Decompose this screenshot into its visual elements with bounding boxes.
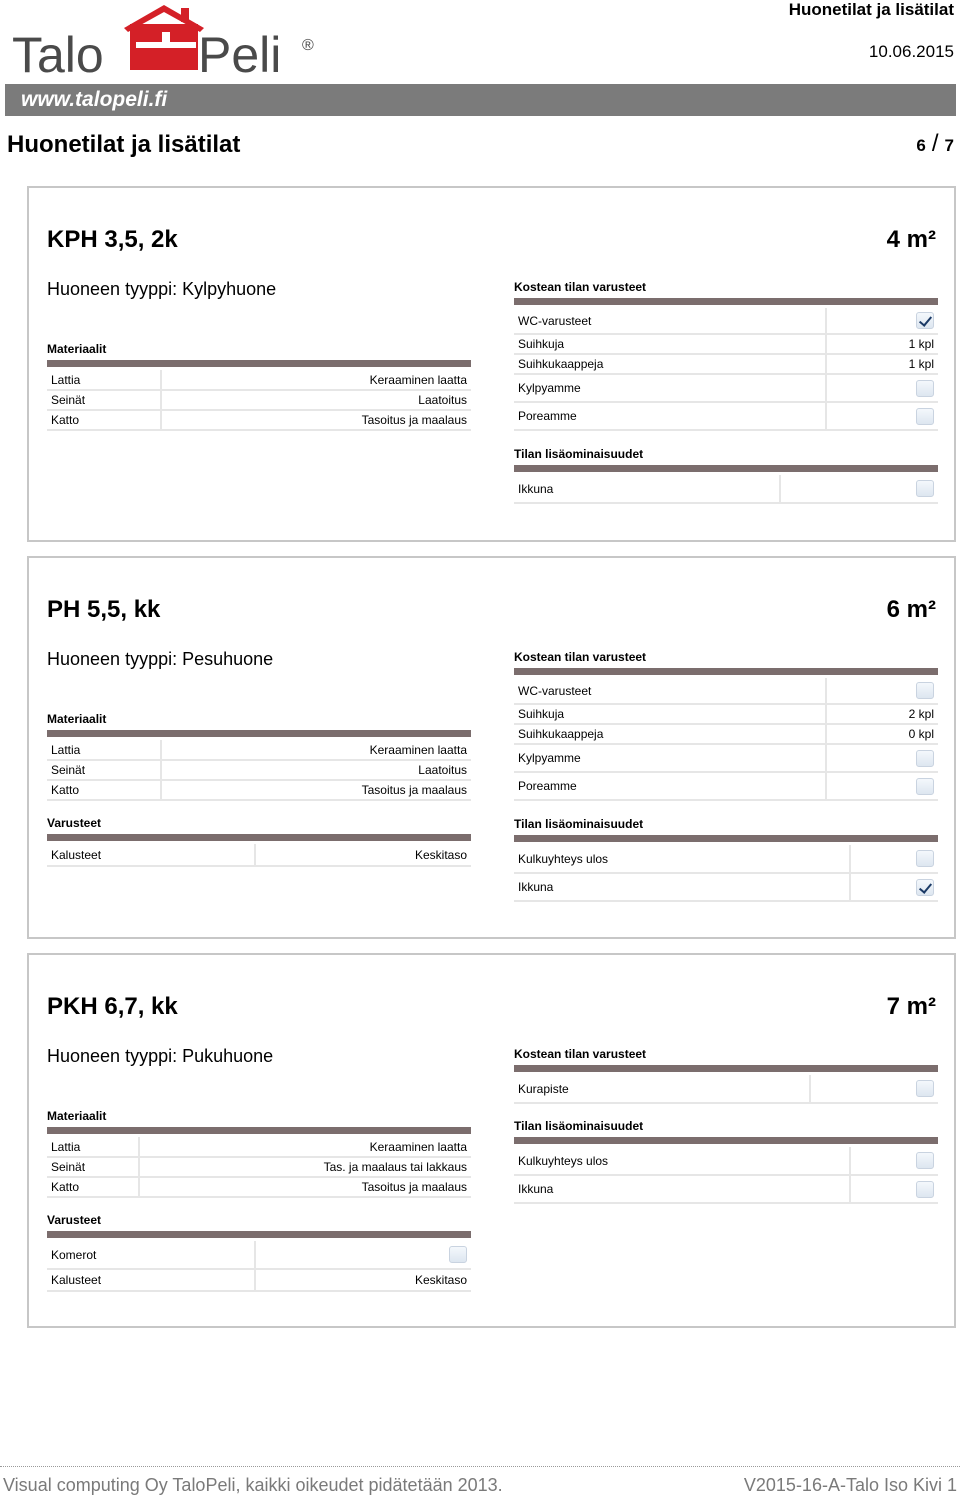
- equipment-count: 2 kpl: [826, 704, 938, 724]
- table-row: [47, 1157, 471, 1177]
- material-label: Seinät: [47, 760, 161, 780]
- table-row: [47, 390, 471, 410]
- equipment-label: Suihkuja: [514, 704, 826, 724]
- table-row: [514, 374, 938, 402]
- extra-features-table: [514, 475, 938, 504]
- section-bar: [514, 1137, 938, 1144]
- room-type: Huoneen tyyppi: Kylpyhuone: [47, 279, 277, 299]
- table-row: [514, 334, 938, 354]
- section-title: Tilan lisäominaisuudet: [514, 1119, 644, 1133]
- logo-text-talo: Talo: [12, 27, 104, 82]
- checkbox[interactable]: [916, 480, 934, 497]
- wet-room-equipment-section: [514, 1047, 938, 1104]
- material-label: Seinät: [47, 1157, 139, 1177]
- materials-section: [47, 712, 471, 801]
- table-row: [47, 370, 471, 390]
- section-title: Tilan lisäominaisuudet: [514, 447, 644, 461]
- section-bar: [514, 835, 938, 842]
- material-value: Tasoitus ja maalaus: [161, 410, 471, 430]
- material-label: Katto: [47, 410, 161, 430]
- table-row: [47, 780, 471, 800]
- room-area: 7 m²: [886, 993, 936, 1020]
- checkbox-checked[interactable]: [916, 879, 934, 896]
- wet-room-equipment-section: [514, 650, 938, 801]
- talopeli-logo[interactable]: [10, 2, 330, 82]
- material-label: Katto: [47, 1177, 139, 1197]
- page-title: Huonetilat ja lisätilat: [7, 131, 241, 158]
- table-row: [514, 704, 938, 724]
- checkbox[interactable]: [916, 408, 934, 425]
- equipment-table: [47, 844, 471, 867]
- table-row: [514, 744, 938, 772]
- section-bar: [47, 1127, 471, 1134]
- materials-table: [47, 740, 471, 801]
- checkbox[interactable]: [916, 850, 934, 867]
- table-row: [514, 1147, 938, 1175]
- room-area: 4 m²: [886, 226, 936, 253]
- material-label: Lattia: [47, 370, 161, 390]
- section-bar: [47, 730, 471, 737]
- logo-registered: ®: [302, 37, 314, 54]
- room-type: Huoneen tyyppi: Pesuhuone: [47, 649, 274, 669]
- section-title: Tilan lisäominaisuudet: [514, 817, 644, 831]
- table-row: [514, 354, 938, 374]
- equipment-section: [47, 1213, 471, 1292]
- section-title: Kostean tilan varusteet: [514, 1047, 647, 1061]
- room-area: 6 m²: [886, 596, 936, 623]
- equipment-value: Keskitaso: [255, 844, 471, 866]
- table-row: [47, 1241, 471, 1269]
- logo-graphic: [10, 2, 330, 82]
- wet-equipment-table: [514, 1075, 938, 1104]
- equipment-label: Poreamme: [514, 772, 826, 800]
- page-current: 6: [916, 136, 926, 155]
- wet-room-equipment-section: [514, 280, 938, 431]
- section-title: Materiaalit: [47, 342, 107, 356]
- extra-features-table: [514, 1147, 938, 1204]
- equipment-count: 1 kpl: [826, 334, 938, 354]
- equipment-label: Komerot: [47, 1241, 255, 1269]
- section-bar: [47, 360, 471, 367]
- equipment-count: 0 kpl: [826, 724, 938, 744]
- feature-label: Kulkuyhteys ulos: [514, 1147, 850, 1175]
- extra-features-section: [514, 1119, 938, 1204]
- table-row: [514, 845, 938, 873]
- section-title: Varusteet: [47, 1213, 102, 1227]
- room-name: PH 5,5, kk: [47, 596, 161, 623]
- section-bar: [47, 834, 471, 841]
- table-row: [514, 724, 938, 744]
- material-value: Laatoitus: [161, 760, 471, 780]
- materials-table: [47, 1137, 471, 1198]
- equipment-label: Suihkukaappeja: [514, 724, 826, 744]
- room-type: Huoneen tyyppi: Pukuhuone: [47, 1046, 274, 1066]
- table-row: [47, 410, 471, 430]
- table-row: [514, 678, 938, 704]
- page-total: 7: [944, 136, 954, 155]
- table-row: [514, 402, 938, 430]
- table-row: [47, 844, 471, 866]
- equipment-section: [47, 816, 471, 867]
- checkbox[interactable]: [916, 1181, 934, 1198]
- url-bar: [5, 84, 956, 116]
- wet-equipment-table: [514, 308, 938, 431]
- material-value: Keraaminen laatta: [161, 740, 471, 760]
- room-card: [27, 556, 956, 939]
- material-label: Lattia: [47, 740, 161, 760]
- materials-table: [47, 370, 471, 431]
- equipment-label: Kurapiste: [514, 1075, 810, 1103]
- material-label: Katto: [47, 780, 161, 800]
- table-row: [514, 1075, 938, 1103]
- section-bar: [514, 668, 938, 675]
- checkbox[interactable]: [916, 1152, 934, 1169]
- equipment-label: WC-varusteet: [514, 308, 826, 334]
- equipment-label: Kylpyamme: [514, 374, 826, 402]
- checkbox[interactable]: [916, 682, 934, 699]
- section-title: Materiaalit: [47, 1109, 107, 1123]
- material-value: Laatoitus: [161, 390, 471, 410]
- room-card: [27, 953, 956, 1328]
- equipment-label: Kalusteet: [47, 1269, 255, 1291]
- feature-label: Ikkuna: [514, 1175, 850, 1203]
- section-title: Kostean tilan varusteet: [514, 650, 647, 664]
- equipment-label: Kalusteet: [47, 844, 255, 866]
- page-number: [916, 132, 954, 156]
- document-date: 10.06.2015: [868, 42, 954, 61]
- room-name: PKH 6,7, kk: [47, 993, 178, 1020]
- document-title: Huonetilat ja lisätilat: [788, 0, 954, 19]
- footer-divider: [0, 1466, 960, 1467]
- material-value: Tasoitus ja maalaus: [139, 1177, 471, 1197]
- logo-text-peli: Peli: [198, 27, 282, 82]
- section-title: Varusteet: [47, 816, 102, 830]
- section-title: Kostean tilan varusteet: [514, 280, 647, 294]
- material-label: Seinät: [47, 390, 161, 410]
- checkbox[interactable]: [916, 1080, 934, 1097]
- footer-version: V2015-16-A-Talo Iso Kivi 1: [743, 1475, 957, 1495]
- checkbox[interactable]: [916, 380, 934, 397]
- equipment-label: Kylpyamme: [514, 744, 826, 772]
- footer-copyright: Visual computing Oy TaloPeli, kaikki oikeudet pidätetään 2013.: [3, 1475, 503, 1495]
- table-row: [514, 873, 938, 901]
- equipment-label: Suihkuja: [514, 334, 826, 354]
- section-title: Materiaalit: [47, 712, 107, 726]
- equipment-label: Poreamme: [514, 402, 826, 430]
- wet-equipment-table: [514, 678, 938, 801]
- site-url-link[interactable]: www.talopeli.fi: [21, 88, 168, 111]
- material-value: Keraaminen laatta: [161, 370, 471, 390]
- checkbox[interactable]: [449, 1246, 467, 1263]
- checkbox-checked[interactable]: [916, 312, 934, 329]
- table-row: [514, 1175, 938, 1203]
- materials-section: [47, 342, 471, 431]
- materials-section: [47, 1109, 471, 1198]
- equipment-label: Suihkukaappeja: [514, 354, 826, 374]
- checkbox[interactable]: [916, 750, 934, 767]
- table-row: [47, 1177, 471, 1197]
- extra-features-section: [514, 817, 938, 902]
- checkbox[interactable]: [916, 778, 934, 795]
- table-row: [47, 740, 471, 760]
- table-row: [514, 772, 938, 800]
- section-bar: [514, 298, 938, 305]
- equipment-table: [47, 1241, 471, 1292]
- equipment-label: WC-varusteet: [514, 678, 826, 704]
- table-row: [47, 1269, 471, 1291]
- table-row: [514, 475, 938, 503]
- extra-features-table: [514, 845, 938, 902]
- table-row: [47, 1137, 471, 1157]
- equipment-count: 1 kpl: [826, 354, 938, 374]
- feature-label: Kulkuyhteys ulos: [514, 845, 850, 873]
- table-row: [514, 308, 938, 334]
- table-row: [47, 760, 471, 780]
- feature-label: Ikkuna: [514, 873, 850, 901]
- equipment-value: Keskitaso: [255, 1269, 471, 1291]
- page-separator: /: [931, 130, 939, 157]
- material-value: Tasoitus ja maalaus: [161, 780, 471, 800]
- extra-features-section: [514, 447, 938, 504]
- section-bar: [514, 1065, 938, 1072]
- material-value: Tas. ja maalaus tai lakkaus: [139, 1157, 471, 1177]
- material-value: Keraaminen laatta: [139, 1137, 471, 1157]
- material-label: Lattia: [47, 1137, 139, 1157]
- section-bar: [514, 465, 938, 472]
- section-bar: [47, 1231, 471, 1238]
- room-name: KPH 3,5, 2k: [47, 226, 178, 253]
- feature-label: Ikkuna: [514, 475, 780, 503]
- room-card: [27, 186, 956, 542]
